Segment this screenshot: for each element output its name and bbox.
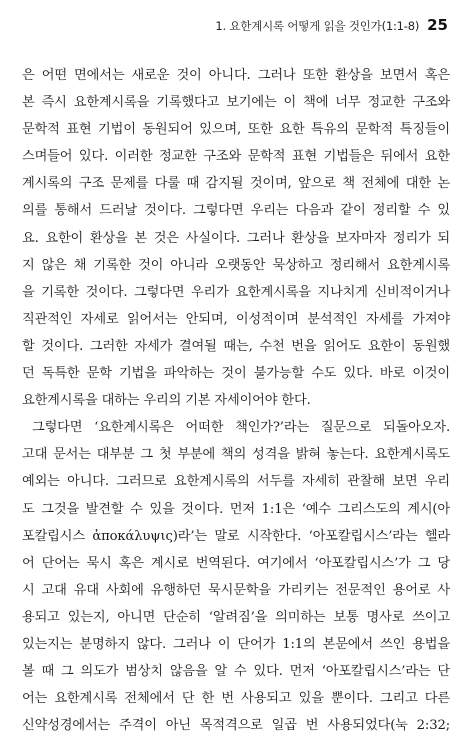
text-line: 을 기록한 것이다. 그렇다면 우리가 요한계시록을 지나치게 신비적이거나 (22, 284, 450, 300)
text-line: 볼 때 그 의도가 범상치 않음을 알 수 있다. 먼저 ‘아포칼립시스’라는 단 (22, 664, 450, 680)
text-line: 신약성경에서는 주격이 아닌 목적격으로 일곱 번 사용되었다(눅 2:32; (22, 718, 450, 734)
text-line: 지 않은 채 기록한 것이 아니라 오랫동안 묵상하고 정리해서 요한계시록 (22, 257, 450, 273)
text-line: 용되고 있는지, 아니면 단순히 ‘알려짐’을 의미하는 보통 명사로 쓰이고 (22, 609, 450, 625)
text-line: 있는지는 분명하지 않다. 그러나 이 단어가 1:1의 본문에서 쓰인 용법을 (22, 636, 450, 652)
text-line: 포칼립시스 ἀποκάλυψις)라’는 말로 시작한다. ‘아포칼립시스’라는 헬라 (22, 528, 450, 544)
text-line: 할 것이다. 그러한 자세가 결여될 때는, 수천 번을 읽어도 요한이 동원했 (22, 338, 450, 354)
page-number: 25 (427, 16, 448, 34)
text-line: 스며들어 있다. 이러한 정교한 구조와 문학적 표현 기법들은 뒤에서 요한 (22, 149, 450, 165)
text-line: 문학적 표현 기법이 동원되어 있으며, 또한 요한 특유의 문학적 특징들이 (22, 122, 450, 138)
text-line: 어 단어는 묵시 혹은 계시로 번역된다. 여기에서 ‘아포칼립시스’가 그 당 (22, 555, 450, 571)
body-text (22, 62, 450, 739)
text-line: 시 고대 유대 사회에 유행하던 묵시문학을 가리키는 전문적인 용어로 사 (22, 582, 450, 598)
running-header (215, 16, 448, 34)
text-line: 그렇다면 ‘요한계시록은 어떠한 책인가?’라는 질문으로 되돌아오자. (32, 420, 450, 436)
text-line: 도 그것을 발견할 수 있을 것이다. 먼저 1:1은 ‘예수 그리스도의 계시(아 (22, 501, 450, 517)
text-line: 계시록의 구조 문제를 다룰 때 감지될 것이며, 앞으로 책 전체에 대한 논 (22, 176, 450, 192)
text-line: 직관적인 자세로 읽어서는 안되며, 이성적이며 분석적인 자세를 가져야 (22, 311, 450, 327)
text-line: 요. 요한이 환상을 본 것은 사실이다. 그러나 환상을 보자마자 정리가 되 (22, 230, 450, 246)
text-line: 고대 문서는 대부분 그 첫 부분에 책의 성격을 밝혀 놓는다. 요한계시록도 (22, 447, 450, 463)
text-line: 던 독특한 문학 기법을 파악하는 것이 불가능할 수도 있다. 바로 이것이 (22, 366, 450, 382)
chapter-title: 1. 요한계시록 어떻게 읽을 것인가(1:1-8) (215, 19, 420, 33)
text-line: 의를 통해서 드러날 것이다. 그렇다면 우리는 다음과 같이 정리할 수 있 (22, 203, 450, 219)
text-line: 은 어떤 면에서는 새로운 것이 아니다. 그러나 또한 환상을 보면서 혹은 (22, 68, 450, 83)
text-line: 어는 요한계시록 전체에서 단 한 번 사용되고 있을 뿐이다. 그리고 다른 (22, 691, 450, 707)
text-line: 본 즉시 요한계시록을 기록했다고 보기에는 이 책에 너무 정교한 구조와 (22, 95, 450, 111)
text-line: 예외는 아니다. 그러므로 요한계시록의 서두를 자세히 관찰해 보면 우리 (22, 474, 450, 490)
text-line: 요한계시록을 대하는 우리의 기본 자세이어야 한다. (22, 393, 311, 409)
